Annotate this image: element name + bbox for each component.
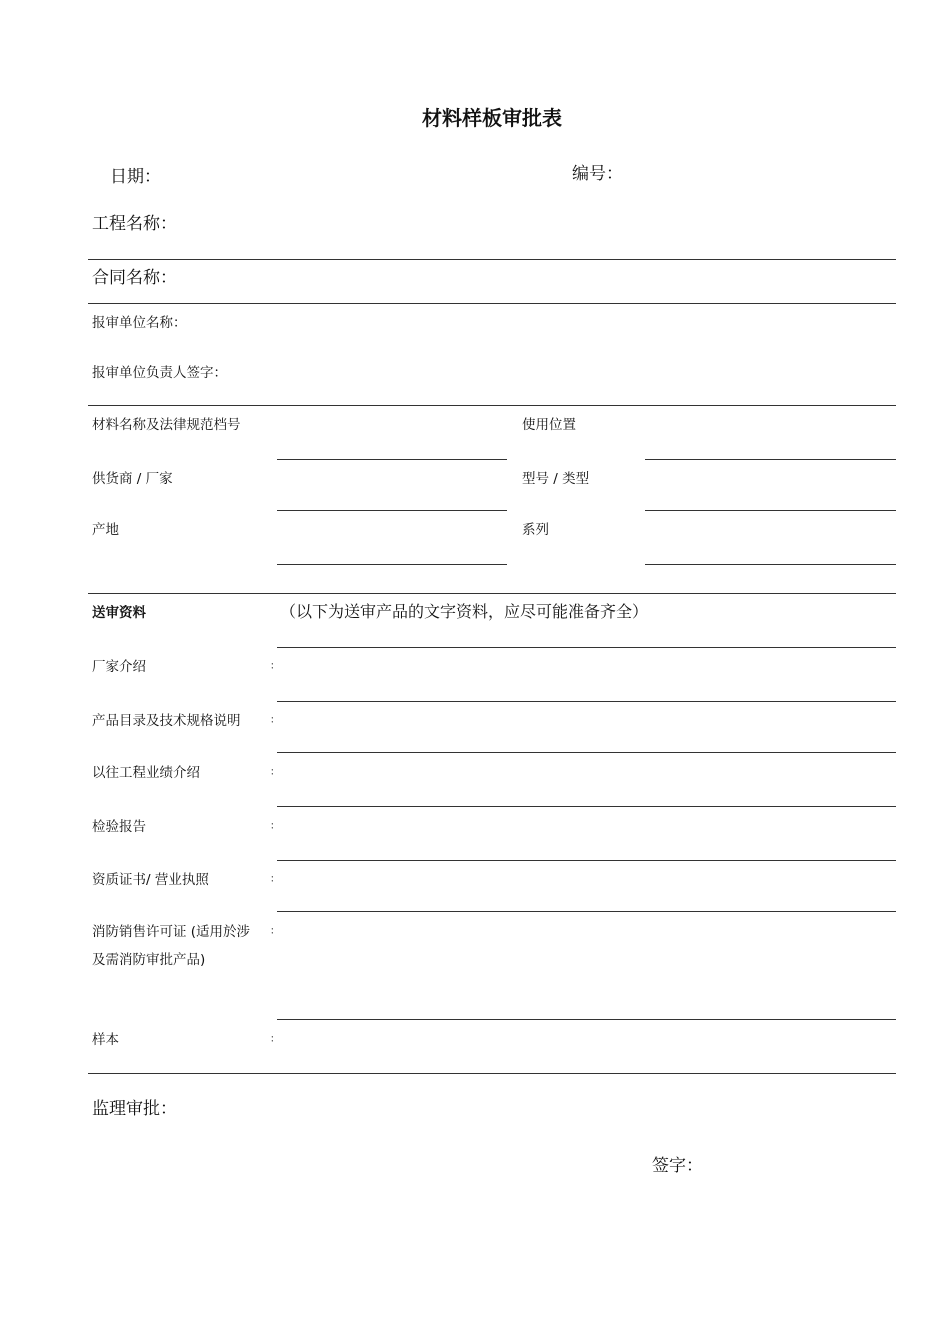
divider-line bbox=[88, 405, 896, 406]
model-type-field[interactable] bbox=[645, 510, 896, 511]
signature-label: 签字： bbox=[652, 1156, 703, 1176]
date-label: 日期： bbox=[110, 167, 161, 187]
use-location-field[interactable] bbox=[645, 459, 896, 460]
material-name-field[interactable] bbox=[277, 459, 507, 460]
item-manufacturer-intro: 厂家介绍 bbox=[92, 659, 146, 675]
past-projects-field[interactable] bbox=[277, 806, 896, 807]
model-type-label: 型号 / 类型 bbox=[522, 471, 590, 487]
inspection-report-field[interactable] bbox=[277, 860, 896, 861]
origin-label: 产地 bbox=[92, 522, 119, 538]
form-title: 材料样板审批表 bbox=[422, 106, 562, 130]
product-catalog-field[interactable] bbox=[277, 752, 896, 753]
material-name-label: 材料名称及法律规范档号 bbox=[92, 417, 241, 433]
project-name-label: 工程名称： bbox=[92, 214, 177, 234]
origin-field[interactable] bbox=[277, 564, 507, 565]
colon: ： bbox=[270, 767, 280, 778]
supplier-field[interactable] bbox=[277, 510, 507, 511]
qualification-license-field[interactable] bbox=[277, 911, 896, 912]
submission-note: （以下为送审产品的文字资料，应尽可能准备齐全） bbox=[280, 602, 649, 621]
colon: ： bbox=[270, 874, 280, 885]
contract-name-label: 合同名称： bbox=[92, 268, 177, 288]
fire-permit-field[interactable] bbox=[277, 1019, 896, 1020]
colon: ： bbox=[270, 821, 280, 832]
supervisor-approval-label: 监理审批： bbox=[92, 1099, 177, 1119]
applicant-signature-label: 报审单位负责人签字： bbox=[92, 365, 227, 381]
item-sample: 样本 bbox=[92, 1032, 119, 1048]
colon: ： bbox=[270, 661, 280, 672]
supplier-label: 供货商 / 厂家 bbox=[92, 471, 173, 487]
series-label: 系列 bbox=[522, 522, 549, 538]
series-field[interactable] bbox=[645, 564, 896, 565]
colon: ： bbox=[270, 1034, 280, 1045]
item-past-projects: 以往工程业绩介绍 bbox=[92, 765, 200, 781]
submission-field-line[interactable] bbox=[277, 647, 896, 648]
item-fire-permit-line1: 消防销售许可证 (适用於涉 bbox=[92, 924, 251, 940]
item-inspection-report: 检验报告 bbox=[92, 819, 146, 835]
divider-line bbox=[88, 303, 896, 304]
divider-line bbox=[88, 1073, 896, 1074]
use-location-label: 使用位置 bbox=[522, 417, 576, 433]
colon: ： bbox=[270, 926, 280, 937]
submission-label: 送审资料 bbox=[92, 605, 146, 621]
divider-line bbox=[88, 593, 896, 594]
item-fire-permit-line2: 及需消防审批产品) bbox=[92, 952, 206, 968]
number-label: 编号： bbox=[572, 164, 623, 184]
applicant-unit-label: 报审单位名称： bbox=[92, 315, 187, 331]
item-product-catalog: 产品目录及技术规格说明 bbox=[92, 713, 241, 729]
item-qualification-license: 资质证书/ 营业执照 bbox=[92, 872, 209, 888]
colon: ： bbox=[270, 715, 280, 726]
manufacturer-intro-field[interactable] bbox=[277, 701, 896, 702]
divider-line bbox=[88, 259, 896, 260]
